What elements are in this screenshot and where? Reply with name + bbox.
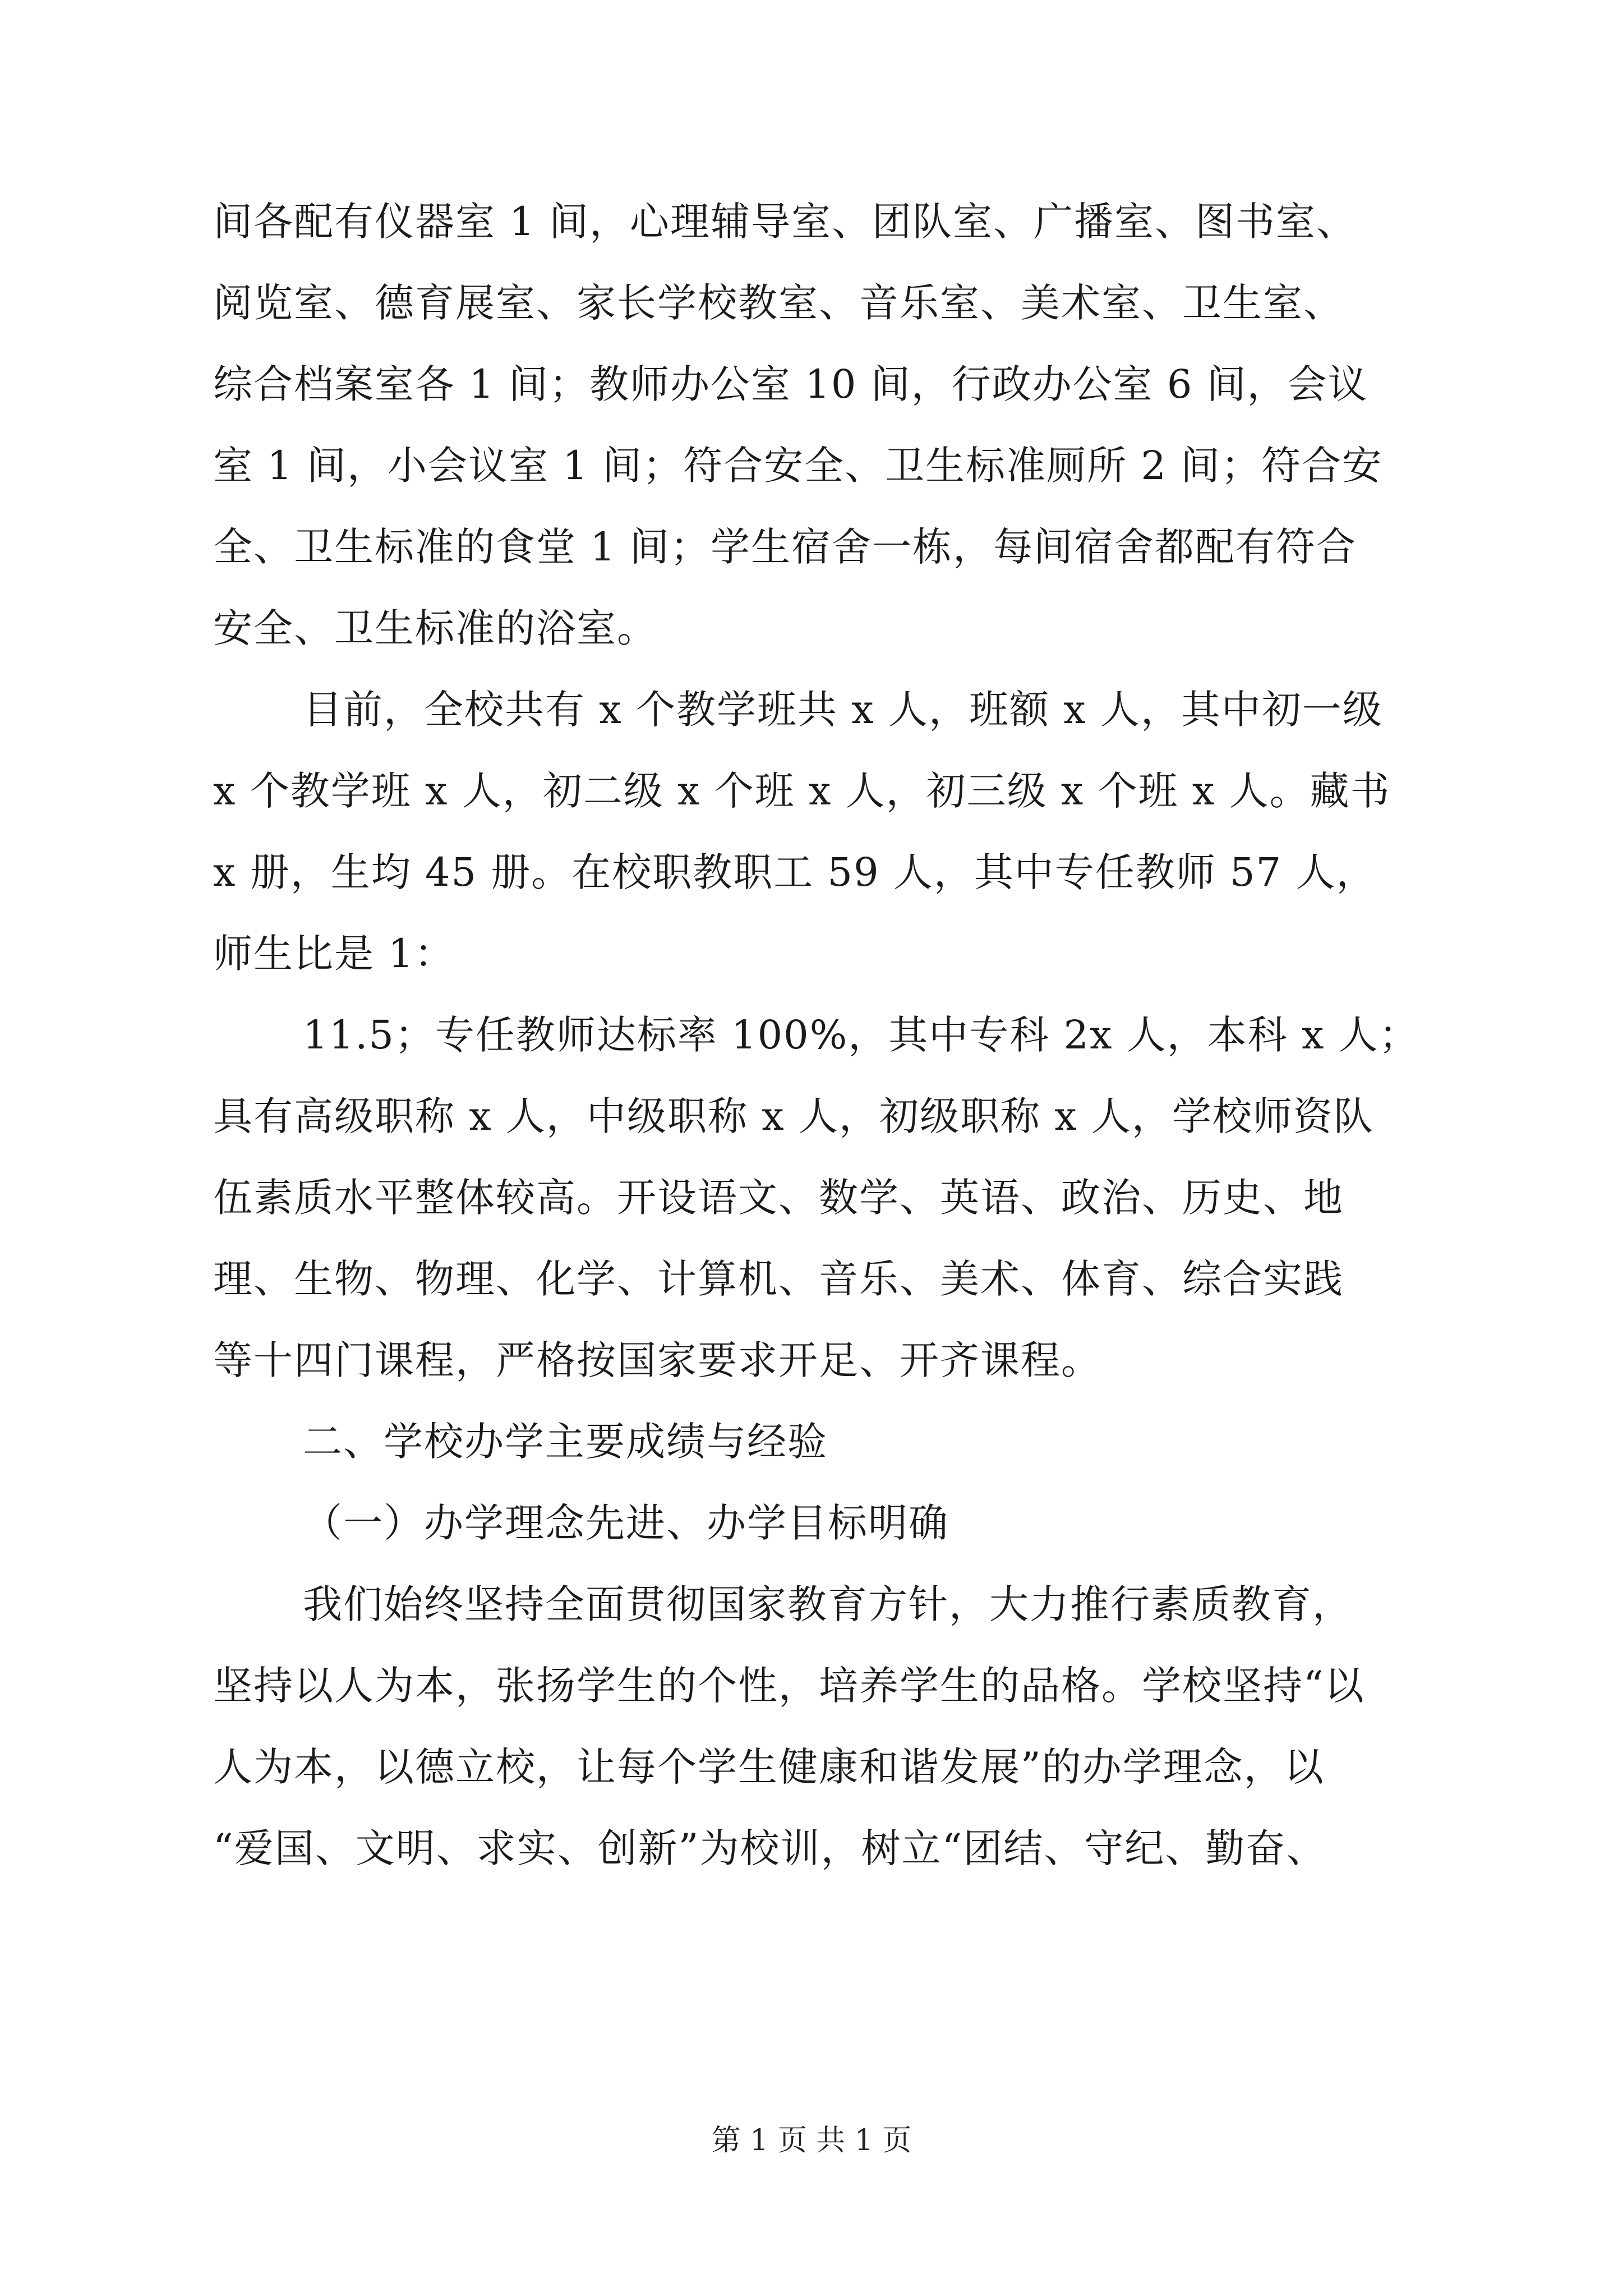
text-line: 室 1 间，小会议室 1 间；符合安全、卫生标准厕所 2 间；符合安	[213, 443, 1383, 489]
paragraph-start: 目前，全校共有 x 个教学班共 x 人，班额 x 人，其中初一级	[303, 687, 1383, 733]
text-line: 间各配有仪器室 1 间，心理辅导室、团队室、广播室、图书室、	[213, 199, 1357, 245]
text-line: 人为本，以德立校，让每个学生健康和谐发展”的办学理念，以	[213, 1744, 1325, 1790]
text-line: 坚持以人为本，张扬学生的个性，培养学生的品格。学校坚持“以	[213, 1663, 1365, 1709]
paragraph-start: 11.5；专任教师达标率 100%，其中专科 2x 人，本科 x 人；	[303, 1012, 1419, 1058]
text-line: 师生比是 1：	[213, 931, 455, 977]
text-line: x 个教学班 x 人，初二级 x 个班 x 人，初三级 x 个班 x 人。藏书	[213, 768, 1391, 814]
text-line: 阅览室、德育展室、家长学校教室、音乐室、美术室、卫生室、	[213, 280, 1344, 326]
section-heading: 二、学校办学主要成绩与经验	[303, 1419, 828, 1465]
page-footer: 第 1 页 共 1 页	[711, 2124, 912, 2157]
text-line: 伍素质水平整体较高。开设语文、数学、英语、政治、历史、地	[213, 1175, 1344, 1221]
text-line: 具有高级职称 x 人，中级职称 x 人，初级职称 x 人，学校师资队	[213, 1093, 1374, 1139]
text-line: 综合档案室各 1 间；教师办公室 10 间，行政办公室 6 间，会议	[213, 361, 1368, 407]
text-line: 全、卫生标准的食堂 1 间；学生宿舍一栋，每间宿舍都配有符合	[213, 524, 1357, 570]
subsection-heading: （一）办学理念先进、办学目标明确	[303, 1500, 949, 1546]
text-line: “爱国、文明、求实、创新”为校训，树立“团结、守纪、勤奋、	[213, 1825, 1327, 1871]
text-line: 理、生物、物理、化学、计算机、音乐、美术、体育、综合实践	[213, 1256, 1344, 1302]
paragraph-start: 我们始终坚持全面贯彻国家教育方针，大力推行素质教育，	[303, 1581, 1353, 1627]
text-line: 等十四门课程，严格按国家要求开足、开齐课程。	[213, 1337, 1101, 1383]
text-line: 安全、卫生标准的浴室。	[213, 605, 657, 651]
text-line: x 册，生均 45 册。在校职教职工 59 人，其中专任教师 57 人，	[213, 849, 1377, 895]
